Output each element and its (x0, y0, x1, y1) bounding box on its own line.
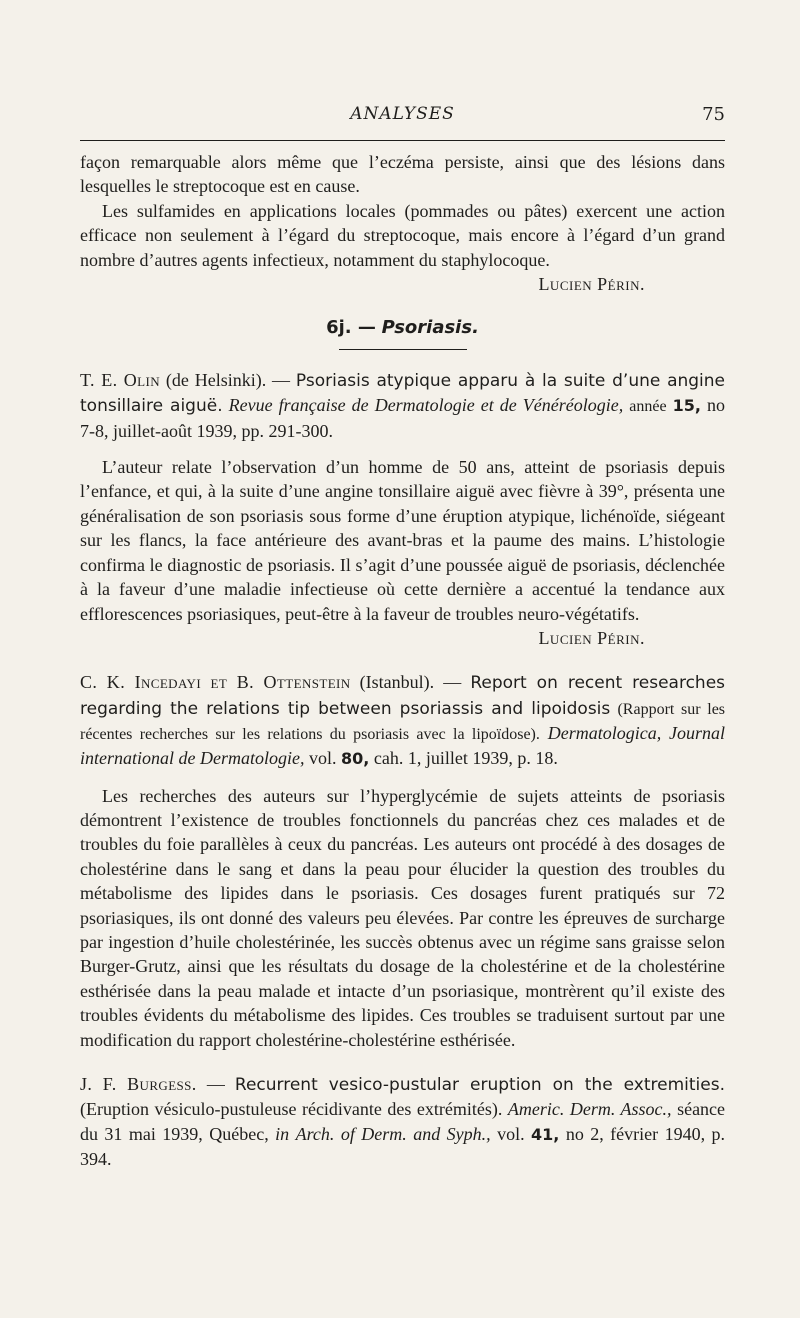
article-3-volume: 41, (531, 1124, 560, 1144)
spacer (80, 650, 725, 670)
article-2-issue: cah. 1, juillet 1939, p. 18. (373, 748, 558, 769)
article-3-meeting: séance du 31 mai 1939, Québec, (80, 1099, 726, 1144)
section-heading (80, 316, 725, 340)
article-1-location: (de Helsinki). — (165, 369, 291, 390)
page-body (80, 150, 725, 1172)
page-header (80, 100, 725, 126)
article-3-author: J. F. Burgess. (80, 1074, 197, 1094)
spacer (80, 443, 725, 455)
article-2-volume: 80, (341, 749, 370, 769)
article-2-translation: (Rapport sur les récentes recherches sur les relations du psoriasis avec la lipoïdose). (80, 700, 726, 744)
article-1-volume: 15, (672, 396, 701, 416)
article-1-signature: Lucien Périn. (538, 627, 645, 648)
article-2-journal: Dermatologica, Journal international de Dermatologie, (80, 723, 726, 769)
intro-paragraph-1: façon remarquable alors même que l’eczéma persiste, ainsi que des lésions dans lesquelles le streptocoque est en cause. (80, 152, 725, 197)
article-3-journal-2: Arch. of Derm. and Syph., (295, 1123, 491, 1144)
section-number: 6j. — (326, 317, 376, 339)
intro-signature: Lucien Périn. (538, 274, 645, 295)
article-3-dash: — (206, 1074, 225, 1094)
article-3-in-label: in (275, 1123, 290, 1144)
running-title: ANALYSES (350, 104, 455, 124)
article-1-body-text: L’auteur relate l’observation d’un homme de 50 ans, atteint de psoriasis depuis l’enfance, et qui, à la suite d’une angine tonsillaire aiguë avec fièvre à 39°, présenta une généralisation de son psoriasis sous forme d’une éruption atypique, lichénoïde, siégeant sur les flancs, la face antérieure des avant-bras et la paume des mains. L’histologie confirma le diagnostic de psoriasis. Il s’agit d’une poussée aiguë de psoriasis, déclenchée à la faveur d’une maladie infectieuse où cette dernière a accentué la tendance aux efflorescences psoriasiques, peut-être à la faveur de troubles neuro-végétatifs. (80, 457, 725, 624)
article-1-body (80, 455, 725, 650)
section-title: Psoriasis. (381, 317, 479, 339)
article-2-authors: C. K. Incedayi et B. Ottenstein (80, 672, 351, 693)
article-3-vol-label: vol. (497, 1123, 525, 1144)
article-2-body: Les recherches des auteurs sur l’hyperglycémie de sujets atteints de psoriasis démontrent l’existence de troubles fonctionnels du pancréas chez ces malades et de troubles du foie parallèles à ceux du pancréas. Les auteurs ont procédé à des dosages de cholestérine dans le sang et dans la peau pour élucider la question des troubles du métabolisme des lipides dans le psoriasis. Ces dosages furent pratiqués sur 72 psoriasiques, ils ont donné des valeurs peu élevées. Par contre les épreuves de surcharge par ingestion d’huile cholestérinée, les succès obtenus avec un régime sans graisse selon Burger-Grutz, ainsi que les résultats du dosage de la cholestérine et de la cholestérine esthérisée dans la peau malade et intacte d’un psoriasique, montrèrent qu’il existe des troubles évidents du métabolisme des lipides. Ces troubles se traduisent surtout par une modification du rapport cholestérine-cholestérine esthérisée. (80, 785, 725, 1050)
article-3-title: Recurrent vesico-pustular eruption on the extremities. (234, 1075, 726, 1095)
article-2-vol-label: vol. (308, 748, 337, 769)
section-rule (339, 349, 467, 350)
article-2-title: Report on recent researches regarding the relations tip between psoriassis and lipoidosis (80, 673, 726, 719)
page-number: 75 (702, 104, 725, 125)
article-1-year-label: année (629, 398, 667, 416)
spacer (80, 1052, 725, 1072)
article-3-citation (80, 1072, 725, 1172)
article-1-title: Psoriasis atypique apparu à la suite d’une angine tonsillaire aiguë. (80, 370, 726, 417)
article-2-citation (80, 670, 725, 771)
intro-paragraph-2-text: Les sulfamides en applications locales (pommades ou pâtes) exercent une action efficace non seulement à l’égard du streptocoque, mais encore à l’égard d’un grand nombre d’autres agents infectieux, notamment du staphylocoque. (80, 200, 725, 270)
article-1-issue: no 7-8, juillet-août 1939, pp. 291-300. (80, 395, 726, 441)
article-1-journal: Revue française de Dermatologie et de Vénéréologie, (228, 395, 624, 416)
article-3-translation: (Eruption vésiculo-pustuleuse récidivante des extrémités). (80, 1099, 503, 1120)
article-1-author: T. E. Olin (80, 369, 161, 390)
article-1-citation (80, 368, 725, 443)
article-2-location: (Istanbul). — (359, 672, 462, 693)
article-3-journal: Americ. Derm. Assoc., (507, 1099, 672, 1120)
header-rule (80, 140, 725, 141)
article-3-issue: no 2, février 1940, p. 394. (80, 1123, 726, 1170)
intro-paragraph-2 (80, 199, 725, 297)
spacer (80, 772, 725, 784)
